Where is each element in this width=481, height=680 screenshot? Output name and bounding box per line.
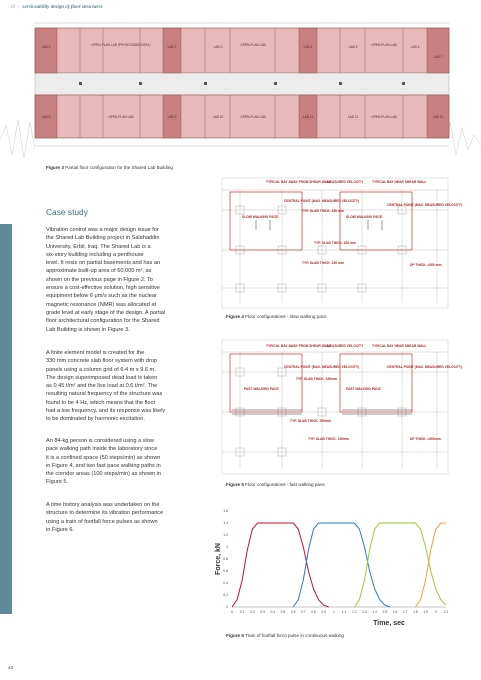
x-tick-label: 0.3 [260,610,265,614]
x-tick-label: 1.7 [402,610,408,614]
x-tick-label: 0 [231,610,233,614]
room-label: OPEN-PLAN LAB [108,115,134,119]
room-label: OPEN-PLAN LAB (PHYSICS/BIOCHEM.) [91,43,151,47]
figure3-caption-label: Figure 3 [46,165,64,170]
figure6-caption [226,633,344,638]
x-tick-label: 0.6 [290,610,296,614]
room-label: LAB 1 [41,45,51,49]
series-line-4 [415,523,446,607]
label-drop-panel: DP THICK. =500 mm [410,263,442,267]
x-tick-label: 0.1 [239,610,245,614]
text-line: The design superimposed dead load is taken [46,374,158,381]
x-tick-label: 0.8 [311,610,316,614]
x-tick-label: 2.1 [443,610,449,614]
label-slab-thickness: TYP. SLAB THICK. 330 mm [302,209,344,213]
x-tick-label: 1.3 [362,610,367,614]
x-tick-label: 1.1 [341,610,347,614]
figure5-caption-text: Floor configurations - fast walking pace [245,482,325,487]
figure4-caption [226,314,327,319]
text-line: found to be 4 Hz, which means that the floor [46,399,156,406]
label-slab-thickness: TYP. SLAB THICK. 230 mm [302,261,344,265]
x-tick-label: 0.4 [270,610,276,614]
room-label: LAB 13 [432,115,444,119]
text-line: it is a confined space (50 steps/min) as shown [46,454,161,461]
label-typical-bay-away: TYPICAL BAY AWAY FROM SHEAR WALL [266,344,332,348]
text-line: the Shared Lab Building project in Salahaddin [46,235,160,242]
x-tick-label: 0.5 [280,610,286,614]
room-label: LAB 8 [41,115,51,119]
x-axis-label: Time, sec [373,620,405,627]
x-tick-label: 1.2 [351,610,357,614]
text-line: in Figure 4, and two fast pace walking paths in [46,462,161,469]
label-typical-bay-away: TYPICAL BAY AWAY FROM SHEAR WALL [266,180,332,184]
header-title: serviceability design of floor structures [22,5,103,10]
text-line: approximate built-up area of 60,000 m², as [46,268,152,275]
label-slab-thickness: TYP. SLAB THICK. 200mm [290,419,331,423]
label-fast-walking: FAST WALKING PACE [244,387,279,391]
text-line: A finite element model is created for the [46,350,145,356]
label-slow-walking: SLOW WALKING PACE [346,215,383,219]
room-label: OPEN-PLAN LAB [240,43,266,47]
x-tick-label: 1.9 [423,610,428,614]
label-slab-thickness: TYP. SLAB THICK. 200 mm [314,241,356,245]
text-line: magnetic resonance (NMR) was allocated at [46,301,157,308]
x-tick-label: 1.5 [382,610,388,614]
series-line-1 [232,523,329,607]
x-tick-label: 1.4 [372,610,377,614]
x-tick-label: 1.6 [392,610,398,614]
footfall-force-chart [214,505,454,630]
floor-plan-figure [35,18,449,158]
room-label: LAB 4 [303,45,313,49]
y-tick-label: 1.4 [223,521,228,526]
room-label: OPEN-PLAN LAB [240,115,266,119]
figure3-caption-text: Partial floor configuration for the Shared Lab Building [65,165,173,170]
y-tick-label: 1.2 [223,533,228,538]
room-label: LAB 11 [302,115,314,119]
y-tick-label: 0.6 [223,569,228,574]
text-line: panels using a column grid of 6.4 m x 9.6 m. [46,366,156,373]
text-line: Lab Building is shown in Figure 3. [46,326,130,333]
header-separator: | [18,5,20,10]
y-tick-label: 1.6 [223,509,228,514]
fast-walking-drawing [222,340,463,474]
y-tick-label: 0.8 [223,557,228,562]
text-line: grade level at early stage of the design. A partial [46,309,166,316]
label-typical-bay-near: TYPICAL BAY NEAR SHEAR WALL [372,344,427,348]
room-label: LAB 10 [212,115,224,119]
x-tick-label: 0.7 [301,610,306,614]
room-label: OPEN-PLAN LAB [371,43,397,47]
room-label: LAB 12 [347,115,359,119]
running-header [10,5,103,10]
label-slab-thickness: TYP. SLAB THICK. 330mm [296,377,337,381]
room-label: OPEN-PLAN LAB [371,115,397,119]
paragraph-2 [46,349,206,424]
figure6-caption-label: Figure 6 [226,633,244,638]
figure3-caption [46,165,173,170]
page-number: 42 [8,665,14,670]
label-central-point: CENTRAL POINT (MAX. MEASURED VELOCITY) [387,365,463,369]
label-slow-walking: SLOW WALKING PACE [242,215,279,219]
figure4-caption-label: Figure 4 [226,314,244,319]
label-central-point: CENTRAL POINT (MAX. MEASURED VELOCITY) [284,199,360,203]
header-page-ref: 18 [10,5,15,10]
room-label: LAB 7 [433,55,443,59]
label-central-point: CENTRAL POINT (MAX. MEASURED VELOCITY) [387,203,463,207]
y-tick-label: 0.2 [223,593,228,598]
text-line: structure to determine its vibration performance [46,510,164,517]
label-measured-velocity: MEASURED VELOCITY [327,180,364,184]
room-label: LAB 6 [410,45,420,49]
room-label: LAB 9 [167,115,177,119]
label-drop-panel: DP THICK. =500mm [410,437,441,441]
y-axis-label: Force, kN [215,543,222,575]
figure4-caption-text: Floor configurations - slow walking pace [245,314,327,319]
text-line: the corridor areas (100 steps/min) as shown in [46,471,162,478]
paragraph-4 [46,501,206,534]
paragraph-1 [46,226,206,334]
text-line: ensure a cost-effective solution, high sensitive [46,285,161,292]
label-fast-walking: FAST WALKING PACE [346,387,381,391]
figure5-caption [226,482,325,487]
room-label: LAB 3 [213,45,223,49]
section-title: Case study [46,207,88,217]
text-line: floor architectural configuration for the Shared [46,318,160,325]
label-typical-bay-near: TYPICAL BAY NEAR SHEAR WALL [372,180,427,184]
y-tick-label: 0.4 [223,581,228,586]
text-line: shown on the previous page in Figure 2. To [46,276,153,283]
x-tick-label: 1 [332,610,335,614]
x-tick-label: 2 [434,610,437,614]
label-central-point: CENTRAL POINT (MAX. MEASURED VELOCITY) [284,365,360,369]
text-line: had a low frequency, and its response was likely [46,408,166,415]
text-line: as 0.45 t/m² and the live load at 0.6 t/m². The [46,383,158,390]
text-line: six-story building including a penthouse [46,251,144,258]
text-line: 330 mm concrete slab floor system with drop [46,358,157,365]
label-measured-velocity: MEASURED VELOCITY [327,344,364,348]
text-line: Vibration control was a major design issue for [46,227,159,233]
y-tick-label: 0 [226,605,228,610]
x-tick-label: 0.9 [321,610,327,614]
text-line: equipment below 6 μm/s such as the nuclear [46,293,157,300]
figure6-caption-text: Train of footfall force pulse in continuous walking [245,633,344,638]
text-line: level. It rests on partial basements and has an [46,260,161,267]
x-tick-label: 1.8 [413,610,418,614]
text-line: Figure 5. [46,479,69,486]
figure5-caption-label: Figure 5 [226,482,244,487]
room-label: LAB 2 [167,45,177,49]
text-line: in Figure 6. [46,526,74,533]
slow-walking-drawing [222,178,463,308]
y-tick-label: 1 [226,545,228,550]
label-slab-thickness: TYP. SLAB THICK. 230mm [308,437,349,441]
side-accent-band [0,224,12,614]
text-line: to be dominated by harmonic excitation. [46,416,145,423]
room-label: LAB 5 [348,45,358,49]
x-tick-label: 0.2 [250,610,255,614]
text-line: resulting natural frequency of the structure was [46,391,163,398]
text-line: using a train of footfall force pulses as shown [46,518,158,525]
paragraph-3 [46,437,206,487]
text-line: An 84-kg person is considered using a slow [46,438,154,444]
text-line: A time history analysis was undertaken on the [46,502,160,508]
text-line: pace walking path inside the laboratory since [46,446,158,453]
text-line: University, Erbil, Iraq. The Shared Lab is a [46,243,151,250]
